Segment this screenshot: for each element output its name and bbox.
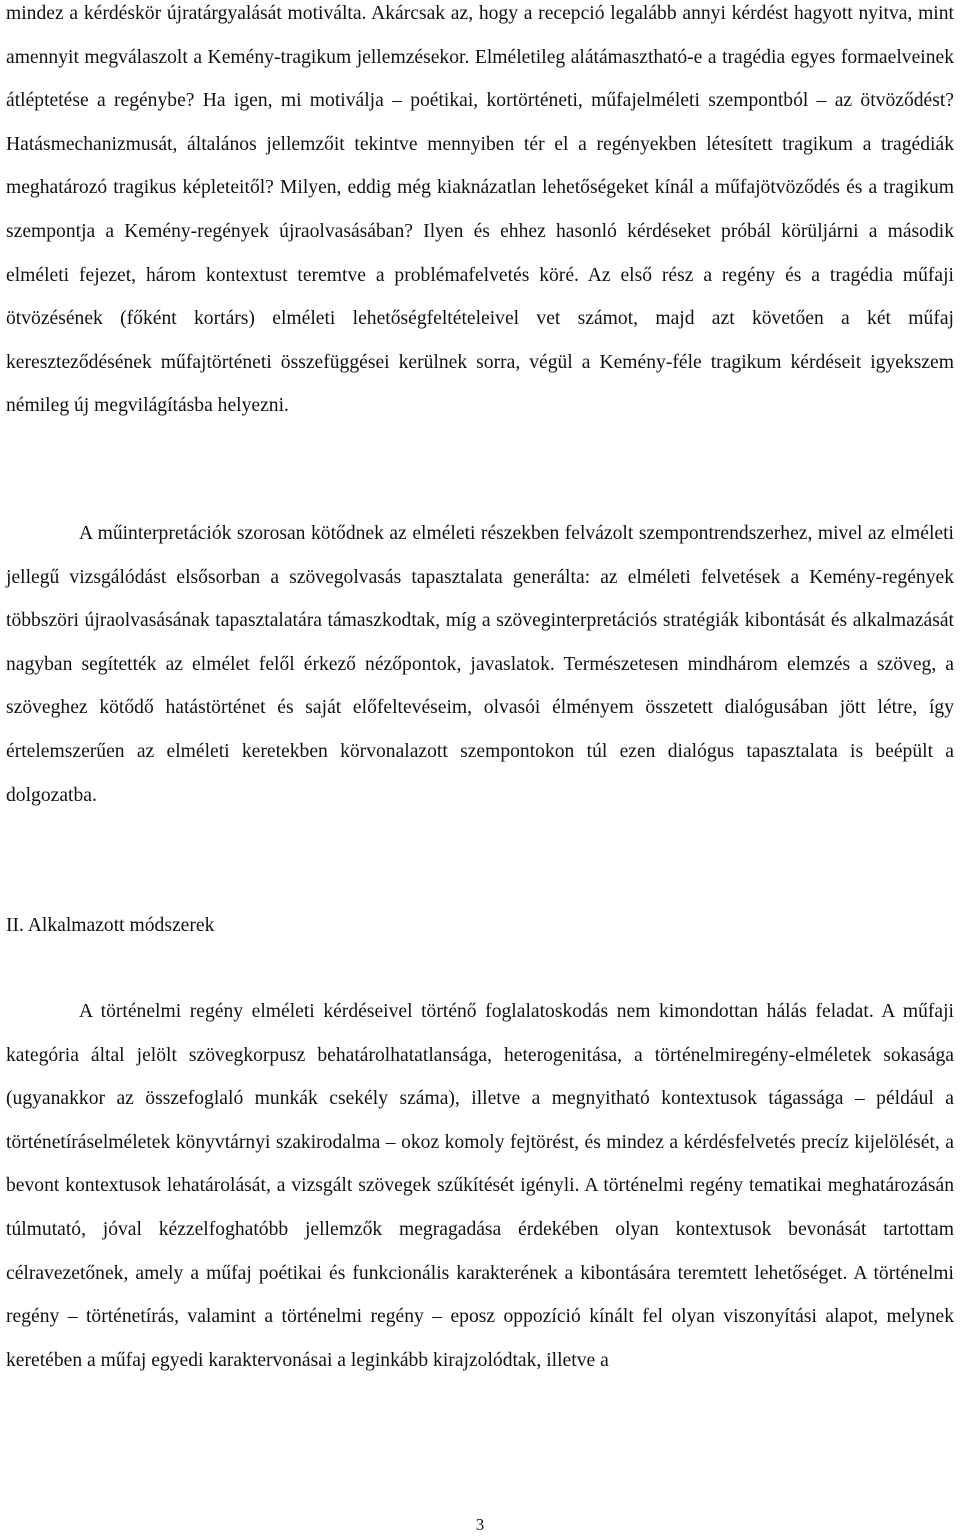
- body-paragraph-3: A történelmi regény elméleti kérdéseivel történő foglalatoskodás nem kimondottan hálás feladat. A műfaji kategória által jelölt szövegkorpusz behatárolhatatlansága, heterogenitása, a történelmiregény-elméletek sokasága (ugyanakkor az összefoglaló munkák csekély száma), illetve a megnyitható kontextusok tágassága – például a történetíráselméletek könyvtárnyi szakirodalma – okoz komoly fejtörést, és mindez a kérdésfelvetés precíz kijelölését, a bevont kontextusok lehatárolását, a vizsgált szövegek szűkítését igényli. A történelmi regény tematikai meghatározásán túlmutató, jóval kézzelfoghatóbb jellemzők megragadása érdekében olyan kontextusok bevonását tartottam célravezetőnek, amely a műfaj poétikai és funkcionális karakterének a kibontására teremtett lehetőséget. A történelmi regény – történetírás, valamint a történelmi regény – eposz oppozíció kínált fel olyan viszonyítási alapot, melynek keretében a műfaj egyedi karaktervonásai a leginkább kirajzolódtak, illetve a: [6, 1001, 954, 1371]
- body-paragraph-2: A műinterpretációk szorosan kötődnek az elméleti részekben felvázolt szempontrendszerhez, mivel az elméleti jellegű vizsgálódást elsősorban a szövegolvasás tapasztalata generálta: az elméleti felvetések a Kemény-regények többszöri újraolvasásának tapasztalatára támaszkodtak, míg a szöveginterpretációs stratégiák kibontását és alkalmazását nagyban segítették az elmélet felől érkező nézőpontok, javaslatok. Természetesen mindhárom elemzés a szöveg, a szöveghez kötődő hatástörténet és saját előfeltevéseim, olvasói élményem összetett dialógusában jött létre, így értelemszerűen az elméleti keretekben körvonalazott szempontokon túl ezen dialógus tapasztalata is beépült a dolgozatba.: [6, 523, 954, 806]
- body-paragraph-1: mindez a kérdéskör újratárgyalását motiválta. Akárcsak az, hogy a recepció legalább annyi kérdést hagyott nyitva, mint amennyit megválaszolt a Kemény-tragikum jellemzésekor. Elméletileg alátámasztható-e a tragédia egyes formaelveinek átléptetése a regénybe? Ha igen, mi motiválja – poétikai, kortörténeti, műfajelméleti szempontból – az ötvöződést? Hatásmechanizmusát, általános jellemzőit tekintve mennyiben tér el a regényekben létesített tragikum a tragédiák meghatározó tragikus képleteitől? Milyen, eddig még kiaknázatlan lehetőségeket kínál a műfajötvöződés és a tragikum szempontja a Kemény-regények újraolvasásában? Ilyen és ehhez hasonló kérdéseket próbál körüljárni a második elméleti fejezet, három kontextust teremtve a problémafelvetés köré. Az első rész a regény és a tragédia műfaji ötvözésének (főként kortárs) elméleti lehetőségfeltételeivel vet számot, majd azt követően a két műfaj kereszteződésének műfajtörténeti összefüggései kerülnek sorra, végül a Kemény-féle tragikum kérdéseit igyekszem némileg új megvilágításba helyezni.: [6, 3, 954, 417]
- page-number: 3: [475, 1515, 485, 1534]
- section-heading: II. Alkalmazott módszerek: [6, 915, 215, 936]
- document-page: [6, 0, 954, 1537]
